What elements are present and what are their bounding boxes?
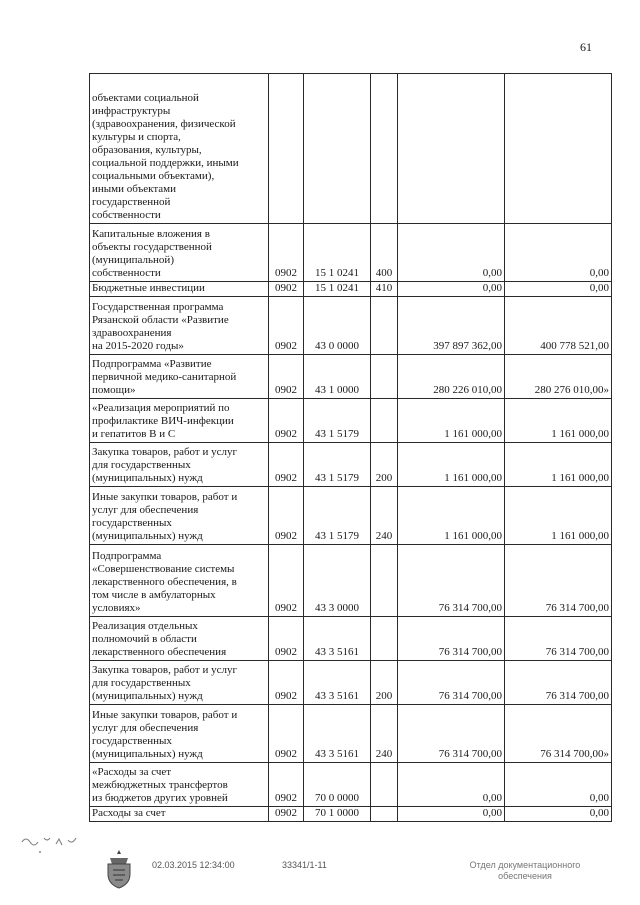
cell-amount-2 [505, 74, 612, 224]
cell-section: 0902 [269, 443, 304, 487]
table-row [90, 399, 612, 443]
cell-amount-1: 1 161 000,00 [398, 443, 505, 487]
footer-doc-id: 33341/1-11 [282, 860, 327, 870]
cell-name: объектами социальной инфраструктуры (здравоохранения, физической культуры и спорта, образования, культуры, социальной поддержки, иными социальными объектами), иными объектами государственной собственности [90, 74, 269, 224]
cell-section: 0902 [269, 282, 304, 297]
cell-target-code: 43 3 5161 [304, 661, 371, 705]
cell-amount-2: 76 314 700,00 [505, 661, 612, 705]
table-row [90, 74, 612, 224]
cell-amount-1: 397 897 362,00 [398, 297, 505, 355]
cell-expense-kind [371, 297, 398, 355]
coat-of-arms-emblem [102, 848, 136, 890]
cell-amount-2: 0,00 [505, 282, 612, 297]
cell-expense-kind [371, 545, 398, 617]
cell-name: Государственная программа Рязанской области «Развитие здравоохранения на 2015-2020 годы» [90, 297, 269, 355]
table-row [90, 617, 612, 661]
cell-name: Реализация отдельных полномочий в области лекарственного обеспечения [90, 617, 269, 661]
cell-target-code: 43 3 5161 [304, 617, 371, 661]
cell-name: Расходы за счет [90, 807, 269, 822]
table-row [90, 224, 612, 282]
cell-name: Подпрограмма «Развитие первичной медико-санитарной помощи» [90, 355, 269, 399]
cell-expense-kind: 200 [371, 661, 398, 705]
cell-name: Закупка товаров, работ и услуг для государственных (муниципальных) нужд [90, 661, 269, 705]
cell-section: 0902 [269, 661, 304, 705]
page-number: 61 [580, 40, 592, 54]
cell-amount-2: 76 314 700,00 [505, 545, 612, 617]
cell-section: 0902 [269, 545, 304, 617]
table-row [90, 661, 612, 705]
cell-name: «Реализация мероприятий по профилактике ВИЧ-инфекции и гепатитов В и С [90, 399, 269, 443]
table-row [90, 763, 612, 807]
cell-amount-1: 1 161 000,00 [398, 399, 505, 443]
cell-amount-1: 76 314 700,00 [398, 705, 505, 763]
table-row [90, 443, 612, 487]
cell-expense-kind [371, 617, 398, 661]
cell-name: Иные закупки товаров, работ и услуг для обеспечения государственных (муниципальных) нужд [90, 705, 269, 763]
cell-expense-kind: 240 [371, 705, 398, 763]
margin-scribble [18, 830, 88, 860]
cell-amount-1: 1 161 000,00 [398, 487, 505, 545]
cell-amount-1: 76 314 700,00 [398, 617, 505, 661]
table-row [90, 487, 612, 545]
cell-amount-2: 1 161 000,00 [505, 443, 612, 487]
cell-name: «Расходы за счет межбюджетных трансфертов из бюджетов других уровней [90, 763, 269, 807]
cell-amount-2: 76 314 700,00» [505, 705, 612, 763]
table-row [90, 807, 612, 822]
cell-amount-2: 0,00 [505, 807, 612, 822]
cell-name: Капитальные вложения в объекты государственной (муниципальной) собственности [90, 224, 269, 282]
cell-target-code: 43 0 0000 [304, 297, 371, 355]
cell-section: 0902 [269, 355, 304, 399]
cell-amount-1: 76 314 700,00 [398, 661, 505, 705]
cell-section: 0902 [269, 617, 304, 661]
cell-amount-1: 0,00 [398, 807, 505, 822]
table-row [90, 545, 612, 617]
cell-amount-2: 0,00 [505, 763, 612, 807]
cell-amount-1 [398, 74, 505, 224]
cell-section: 0902 [269, 297, 304, 355]
cell-amount-1: 0,00 [398, 224, 505, 282]
cell-amount-1: 0,00 [398, 763, 505, 807]
cell-name: Подпрограмма «Совершенствование системы лекарственного обеспечения, в том числе в амбулаторных условиях» [90, 545, 269, 617]
cell-expense-kind [371, 355, 398, 399]
cell-target-code: 15 1 0241 [304, 224, 371, 282]
table-row [90, 282, 612, 297]
cell-section: 0902 [269, 487, 304, 545]
cell-name: Закупка товаров, работ и услуг для государственных (муниципальных) нужд [90, 443, 269, 487]
footer-date: 02.03.2015 12:34:00 [152, 860, 235, 870]
budget-table [89, 73, 612, 822]
cell-section: 0902 [269, 807, 304, 822]
cell-amount-2: 1 161 000,00 [505, 399, 612, 443]
cell-section: 0902 [269, 763, 304, 807]
cell-target-code: 15 1 0241 [304, 282, 371, 297]
cell-target-code: 43 3 5161 [304, 705, 371, 763]
cell-amount-2: 280 276 010,00» [505, 355, 612, 399]
cell-expense-kind: 200 [371, 443, 398, 487]
cell-target-code: 43 1 5179 [304, 399, 371, 443]
table-row [90, 297, 612, 355]
cell-amount-1: 280 226 010,00 [398, 355, 505, 399]
cell-target-code: 43 1 5179 [304, 487, 371, 545]
cell-target-code: 43 3 0000 [304, 545, 371, 617]
cell-expense-kind: 410 [371, 282, 398, 297]
cell-expense-kind [371, 807, 398, 822]
cell-expense-kind [371, 763, 398, 807]
cell-target-code [304, 74, 371, 224]
cell-section [269, 74, 304, 224]
cell-amount-2: 76 314 700,00 [505, 617, 612, 661]
cell-expense-kind [371, 399, 398, 443]
cell-amount-1: 76 314 700,00 [398, 545, 505, 617]
cell-expense-kind: 400 [371, 224, 398, 282]
table-row [90, 355, 612, 399]
cell-target-code: 43 1 5179 [304, 443, 371, 487]
cell-section: 0902 [269, 224, 304, 282]
cell-expense-kind [371, 74, 398, 224]
cell-target-code: 70 0 0000 [304, 763, 371, 807]
cell-expense-kind: 240 [371, 487, 398, 545]
cell-target-code: 70 1 0000 [304, 807, 371, 822]
cell-amount-1: 0,00 [398, 282, 505, 297]
cell-amount-2: 1 161 000,00 [505, 487, 612, 545]
cell-amount-2: 400 778 521,00 [505, 297, 612, 355]
cell-section: 0902 [269, 705, 304, 763]
footer-department: Отдел документационного обеспечения [469, 860, 581, 881]
cell-name: Бюджетные инвестиции [90, 282, 269, 297]
cell-name: Иные закупки товаров, работ и услуг для обеспечения государственных (муниципальных) нужд [90, 487, 269, 545]
table-row [90, 705, 612, 763]
cell-amount-2: 0,00 [505, 224, 612, 282]
cell-section: 0902 [269, 399, 304, 443]
cell-target-code: 43 1 0000 [304, 355, 371, 399]
